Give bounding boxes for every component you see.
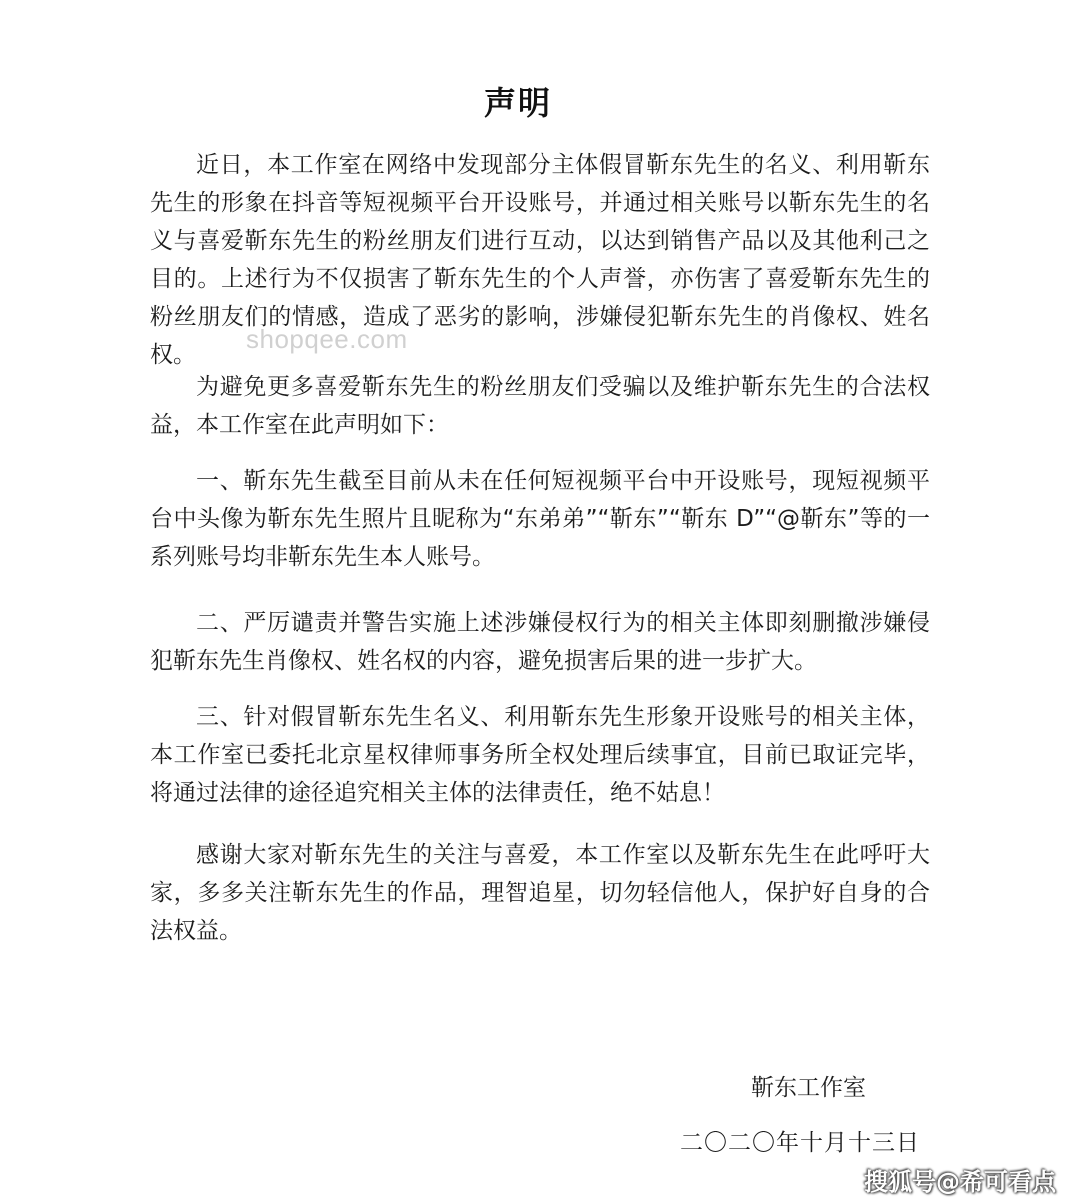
source-watermark: 搜狐号@希可看点 (864, 1168, 1056, 1196)
paragraph-closing: 感谢大家对靳东先生的关注与喜爱，本工作室以及靳东先生在此呼吁大家，多多关注靳东先生的作品，理智追星，切勿轻信他人，保护好自身的合法权益。 (150, 842, 930, 944)
document-title: 声明 (483, 84, 552, 122)
paragraph-point-one: 一、靳东先生截至目前从未在任何短视频平台中开设账号，现短视频平台中头像为靳东先生照片且昵称为“东弟弟”“靳东”“靳东 D”“@靳东”等的一系列账号均非靳东先生本人账号。 (150, 468, 930, 570)
paragraph-intro: 近日，本工作室在网络中发现部分主体假冒靳东先生的名义、利用靳东先生的形象在抖音等短视频平台开设账号，并通过相关账号以靳东先生的名义与喜爱靳东先生的粉丝朋友们进行互动，以达到销售产品以及其他利己之目的。上述行为不仅损害了靳东先生的个人声誉，亦伤害了喜爱靳东先生的粉丝朋友们的情感，造成了恶劣的影响，涉嫌侵犯靳东先生的肖像权、姓名权。 (150, 152, 930, 368)
paragraph-point-two: 二、严厉谴责并警告实施上述涉嫌侵权行为的相关主体即刻删撤涉嫌侵犯靳东先生肖像权、姓名权的内容，避免损害后果的进一步扩大。 (150, 610, 930, 674)
watermark-text: shopqee.com (246, 324, 408, 354)
paragraph-declaration-lead: 为避免更多喜爱靳东先生的粉丝朋友们受骗以及维护靳东先生的合法权益，本工作室在此声明如下： (150, 374, 930, 438)
signature-organization: 靳东工作室 (751, 1075, 866, 1101)
paragraph-point-three: 三、针对假冒靳东先生名义、利用靳东先生形象开设账号的相关主体，本工作室已委托北京星权律师事务所全权处理后续事宜，目前已取证完毕，将通过法律的途径追究相关主体的法律责任，绝不姑息！ (150, 704, 930, 806)
signature-date: 二〇二〇年十月十三日 (680, 1130, 920, 1156)
